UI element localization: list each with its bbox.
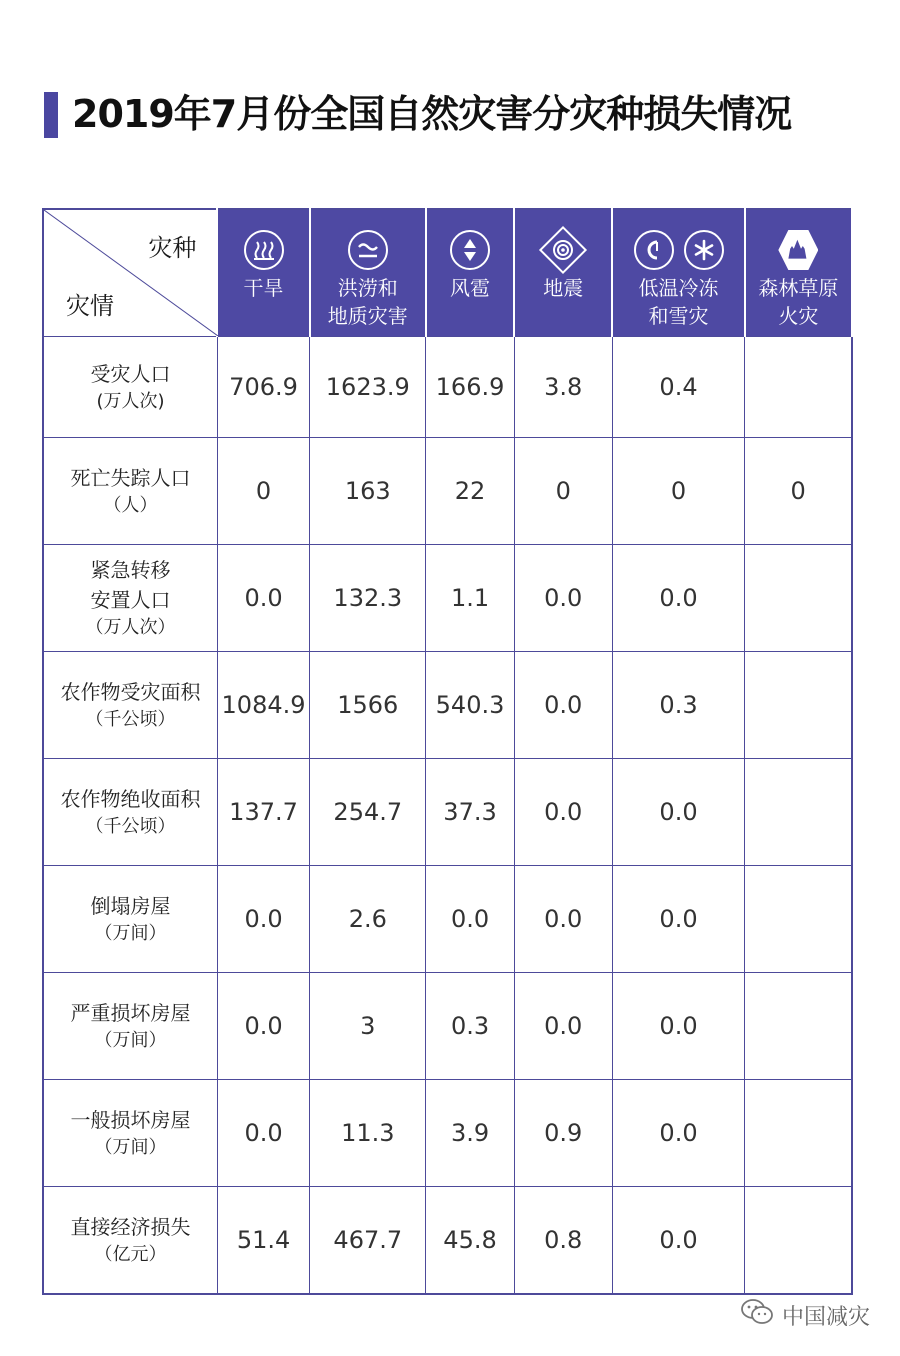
- column-label-line2: 和雪灾: [648, 304, 709, 328]
- row-header: [43, 1080, 217, 1187]
- drought-icon: [244, 230, 284, 270]
- table-cell: 0.3: [612, 652, 744, 759]
- table-cell: 163: [310, 438, 426, 545]
- table-cell: 22: [426, 438, 514, 545]
- row-label-line2: 安置人口: [90, 588, 171, 612]
- table-cell: 2.6: [310, 866, 426, 973]
- table-cell: [745, 545, 852, 652]
- table-row: [43, 1080, 852, 1187]
- title-accent-bar: [44, 92, 58, 138]
- snowflake-icon: [684, 230, 724, 270]
- column-label: 洪涝和: [337, 276, 398, 300]
- column-label-line2: 地质灾害: [327, 304, 408, 328]
- column-header-cold-snow: [612, 209, 744, 337]
- table-cell: 0.0: [612, 759, 744, 866]
- table-cell: 37.3: [426, 759, 514, 866]
- table-cell: 3.8: [514, 337, 612, 438]
- row-header: [43, 545, 217, 652]
- table-cell: 0.0: [612, 545, 744, 652]
- table-cell: 540.3: [426, 652, 514, 759]
- table-row: [43, 973, 852, 1080]
- table-cell: 137.7: [217, 759, 309, 866]
- row-label: 受灾人口: [90, 362, 171, 386]
- table-row: [43, 438, 852, 545]
- forest-fire-icon: [778, 230, 818, 270]
- table-cell: 166.9: [426, 337, 514, 438]
- table-header-row: [43, 209, 852, 337]
- table-cell: 0.0: [514, 652, 612, 759]
- row-label: 直接经济损失: [70, 1215, 191, 1239]
- table-cell: 1623.9: [310, 337, 426, 438]
- row-unit: （千公顷）: [85, 816, 176, 837]
- disaster-loss-table: [42, 208, 853, 1295]
- column-header-forest-fire: [745, 209, 852, 337]
- row-header: [43, 973, 217, 1080]
- table-cell: 0.0: [217, 866, 309, 973]
- thermometer-icon: [634, 230, 674, 270]
- column-label: 森林草原: [758, 276, 839, 300]
- column-header-hail: [426, 209, 514, 337]
- table-cell: 0.0: [612, 866, 744, 973]
- table-cell: 0: [217, 438, 309, 545]
- row-label: 严重损坏房屋: [70, 1001, 191, 1025]
- row-unit: （万间）: [94, 1030, 167, 1051]
- table-cell: 3.9: [426, 1080, 514, 1187]
- row-unit: （万间）: [94, 923, 167, 944]
- row-unit: （千公顷）: [85, 709, 176, 730]
- flood-icon: [348, 230, 388, 270]
- row-header: [43, 337, 217, 438]
- corner-label-type: 灾种: [148, 234, 197, 262]
- row-label: 死亡失踪人口: [70, 466, 191, 490]
- row-header: [43, 1187, 217, 1295]
- table-cell: 0.0: [514, 973, 612, 1080]
- column-label: 干旱: [243, 276, 284, 300]
- table-cell: [745, 1080, 852, 1187]
- table-cell: 0.0: [612, 1080, 744, 1187]
- table-row: [43, 337, 852, 438]
- column-label: 地震: [543, 276, 584, 300]
- table-cell: 0.0: [217, 973, 309, 1080]
- column-header-earthquake: [514, 209, 612, 337]
- column-label-line2: 火灾: [778, 304, 819, 328]
- table-cell: [745, 1187, 852, 1295]
- table-cell: 0.0: [612, 973, 744, 1080]
- table-row: [43, 652, 852, 759]
- table-cell: 45.8: [426, 1187, 514, 1295]
- row-label: 倒塌房屋: [90, 894, 171, 918]
- earthquake-icon: [539, 226, 587, 274]
- column-header-drought: [217, 209, 309, 337]
- corner-label-loss: 灾情: [66, 292, 114, 320]
- footer-brand: [740, 1298, 870, 1332]
- table-cell: 0.0: [217, 545, 309, 652]
- table-cell: 1084.9: [217, 652, 309, 759]
- table-cell: [745, 652, 852, 759]
- table-cell: 0.0: [426, 866, 514, 973]
- table-cell: 0.0: [514, 759, 612, 866]
- table-row: [43, 545, 852, 652]
- table-cell: 0.9: [514, 1080, 612, 1187]
- table-row: [43, 866, 852, 973]
- table-cell: 0.0: [514, 545, 612, 652]
- table-cell: 467.7: [310, 1187, 426, 1295]
- table-cell: 0.4: [612, 337, 744, 438]
- table-cell: 1.1: [426, 545, 514, 652]
- table-cell: 254.7: [310, 759, 426, 866]
- column-header-flood: [310, 209, 426, 337]
- row-unit: （亿元）: [94, 1244, 167, 1265]
- page-title: 2019年7月份全国自然灾害分灾种损失情况: [72, 92, 792, 136]
- row-label: 农作物绝收面积: [60, 787, 201, 811]
- table-cell: 0.0: [612, 1187, 744, 1295]
- table-cell: 0: [612, 438, 744, 545]
- table-cell: 0.3: [426, 973, 514, 1080]
- hail-icon: [450, 230, 490, 270]
- table-row: [43, 759, 852, 866]
- table-cell: 0: [514, 438, 612, 545]
- row-label: 一般损坏房屋: [70, 1108, 191, 1132]
- row-unit: (万人次): [96, 391, 165, 412]
- table-cell: [745, 973, 852, 1080]
- table-cell: 706.9: [217, 337, 309, 438]
- table-cell: [745, 866, 852, 973]
- row-label: 紧急转移: [90, 558, 171, 582]
- column-label: 低温冷冻: [638, 276, 719, 300]
- row-header: [43, 759, 217, 866]
- row-header: [43, 866, 217, 973]
- table-cell: 132.3: [310, 545, 426, 652]
- table-cell: 11.3: [310, 1080, 426, 1187]
- table-cell: 0.8: [514, 1187, 612, 1295]
- table-cell: [745, 337, 852, 438]
- table-cell: 0.0: [217, 1080, 309, 1187]
- row-label: 农作物受灾面积: [60, 680, 201, 704]
- table-row: [43, 1187, 852, 1295]
- row-unit: （万人次）: [85, 617, 176, 638]
- table-cell: [745, 759, 852, 866]
- row-header: [43, 652, 217, 759]
- table-cell: 51.4: [217, 1187, 309, 1295]
- row-header: [43, 438, 217, 545]
- column-label: 风雹: [450, 276, 491, 300]
- footer-text: 中国减灾: [781, 1304, 870, 1330]
- table-cell: 0.0: [514, 866, 612, 973]
- wechat-icon: [740, 1298, 774, 1332]
- table-cell: 3: [310, 973, 426, 1080]
- table-cell: 0: [745, 438, 852, 545]
- corner-cell: [43, 209, 217, 337]
- row-unit: （万间）: [94, 1137, 167, 1158]
- table-cell: 1566: [310, 652, 426, 759]
- row-unit: （人）: [103, 495, 158, 516]
